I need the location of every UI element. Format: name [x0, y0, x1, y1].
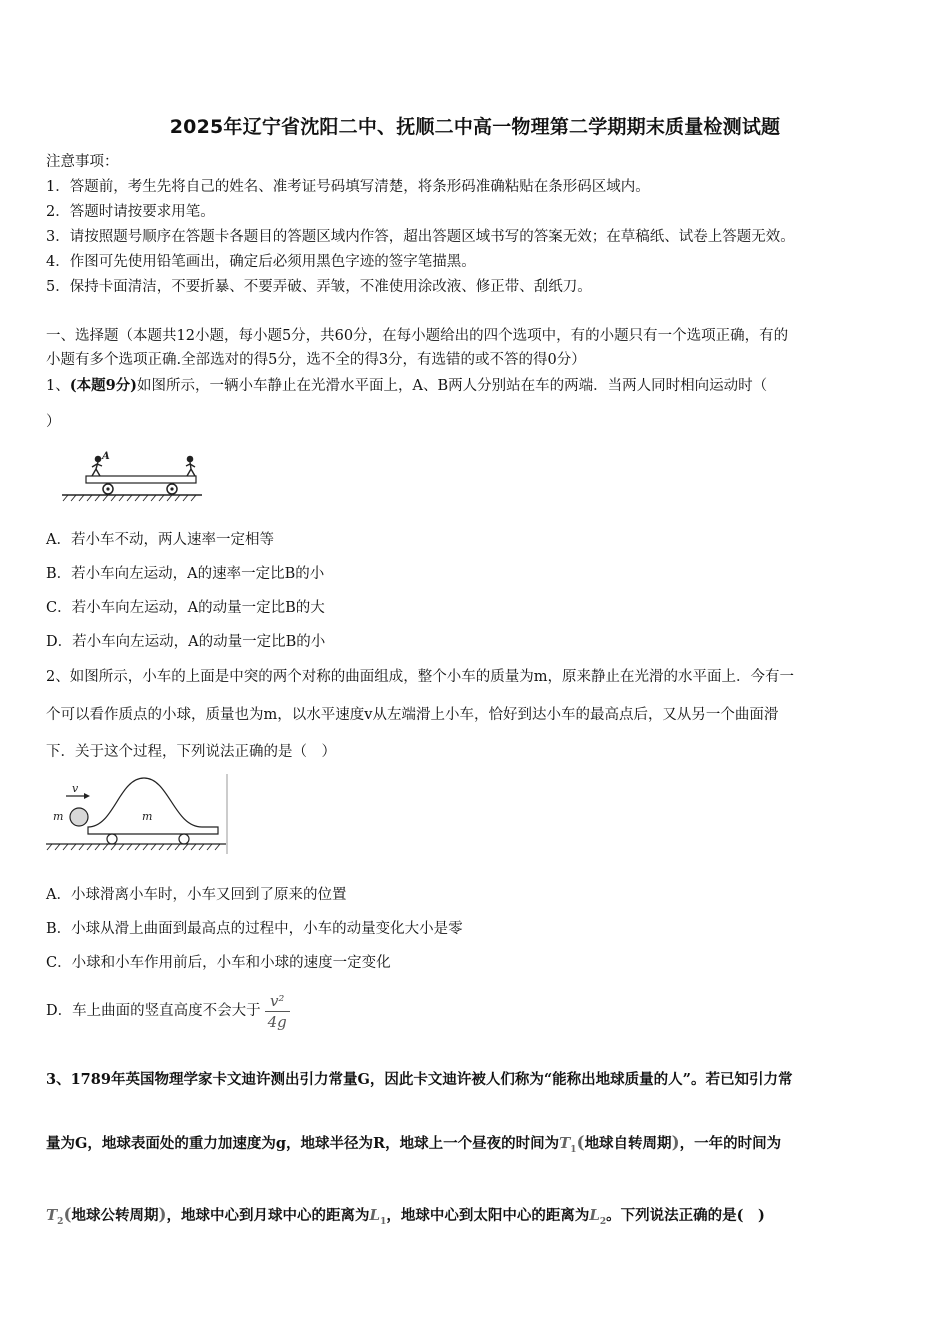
q3-line-3-part-c: ，地球中心到太阳中心的距离为 [386, 1207, 590, 1224]
q2-option-d [46, 990, 290, 1032]
q2-stem-line-2: 个可以看作质点的小球，质量也为m，以水平速度v从左端滑上小车，恰好到达小车的最高点后，又从另一个曲面滑 [46, 707, 779, 723]
notice-item-3: 3．请按照题号顺序在答题卡各题目的答题区域内作答，超出答题区域书写的答案无效；在草稿纸、试卷上答题无效。 [46, 229, 795, 245]
q1-points: (本题9分) [69, 377, 138, 394]
q2-figure-label-cart-m: m [142, 810, 153, 823]
symbol-t2-letter: T [46, 1206, 58, 1224]
symbol-l1 [369, 1206, 387, 1227]
q1-option-b: B．若小车向左运动，A的速率一定比B的小 [46, 566, 325, 582]
symbol-l2-sub: 2 [599, 1217, 607, 1227]
q2-option-d-text: D．车上曲面的竖直高度不会大于 [46, 1003, 261, 1019]
symbol-l2 [589, 1206, 607, 1227]
q2-figure-label-v: v [72, 782, 79, 795]
q1-option-a: A．若小车不动，两人速率一定相等 [46, 532, 274, 548]
q1-number: 1、 [46, 378, 70, 394]
q3-line-3-part-a: 地球公转周期 [71, 1207, 159, 1224]
q1-stem-line-2: ） [46, 414, 61, 430]
q1-stem-text: 如图所示，一辆小车静止在光滑水平面上，A、B两人分别站在车的两端．当两人同时相向运动时（ [137, 378, 768, 394]
q1-option-c: C．若小车向左运动，A的动量一定比B的大 [46, 600, 325, 616]
q2-option-c: C．小球和小车作用前后，小车和小球的速度一定变化 [46, 955, 391, 971]
symbol-t1-letter: T [559, 1134, 571, 1152]
q1-figure-cart [62, 450, 202, 504]
q3-line-2-part-b: 地球自转周期 [584, 1135, 672, 1152]
q2-option-a: A．小球滑离小车时，小车又回到了原来的位置 [46, 887, 347, 903]
symbol-l2-letter: L [589, 1206, 600, 1224]
q2-figure-cart-with-hump [44, 772, 230, 856]
symbol-l1-letter: L [369, 1206, 381, 1224]
q3-line-2-part-a: 量为G，地球表面处的重力加速度为g，地球半径为R，地球上一个昼夜的时间为 [46, 1135, 560, 1152]
fraction-denominator: 4g [267, 1012, 287, 1031]
symbol-t2-sub: 2 [57, 1217, 64, 1227]
q3-line-3-part-b: ，地球中心到月球中心的距离为 [166, 1207, 370, 1224]
symbol-t1 [559, 1134, 577, 1155]
notice-heading: 注意事项： [46, 154, 119, 170]
q2-option-b: B．小球从滑上曲面到最高点的过程中，小车的动量变化大小是零 [46, 921, 463, 937]
symbol-t2 [46, 1206, 64, 1227]
q3-stem-line-3: $T_2$(地球公转周期)，地球中心到月球中心的距离为$L_1$，地球中心到太阳中心的距离为$L_2$。下列说法正确的是( ) [46, 1205, 765, 1227]
section-instructions-line-1: 一、选择题（本题共12小题，每小题5分，共60分，在每小题给出的四个选项中，有的小题只有一个选项正确，有的 [46, 328, 789, 344]
q1-option-d: D．若小车向左运动，A的动量一定比B的小 [46, 634, 326, 650]
q3-line-2-part-c: ，一年的时间为 [679, 1135, 782, 1152]
notice-item-2: 2．答题时请按要求用笔。 [46, 204, 215, 220]
q3-stem-line-1: 3、1789年英国物理学家卡文迪许测出引力常量G，因此卡文迪许被人们称为“能称出地球质量的人”。若已知引力常 [46, 1071, 793, 1088]
person-b-icon [186, 456, 195, 476]
q2-stem-line-3: 下．关于这个过程，下列说法正确的是（ ） [46, 744, 336, 760]
page-title: 2025年辽宁省沈阳二中、抚顺二中高一物理第二学期期末质量检测试题 [169, 116, 781, 138]
fraction-numerator: v² [265, 991, 290, 1012]
symbol-t1-sub: 1 [570, 1145, 577, 1155]
notice-item-4: 4．作图可先使用铅笔画出，确定后必须用黑色字迹的签字笔描黑。 [46, 254, 476, 270]
notice-item-5: 5．保持卡面清洁，不要折暴、不要弄破、弄皱，不准使用涂改液、修正带、刮纸刀。 [46, 279, 592, 295]
notice-item-1: 1．答题前，考生先将自己的姓名、准考证号码填写清楚，将条形码准确粘贴在条形码区域内。 [46, 179, 650, 195]
person-a-icon [92, 456, 102, 476]
q3-stem-line-2: 量为G，地球表面处的重力加速度为g，地球半径为R，地球上一个昼夜的时间为$T_1$(地球自转周期)，一年的时间为 [46, 1133, 782, 1155]
q1-figure-label-a: A [102, 451, 110, 462]
q1-stem-line-1 [46, 376, 767, 396]
q3-line-3-part-d: 。下列说法正确的是( ) [606, 1207, 765, 1224]
q2-figure-label-ball-m: m [53, 810, 64, 823]
q2-stem-line-1: 2、如图所示，小车的上面是中突的两个对称的曲面组成，整个小车的质量为m，原来静止在光滑的水平面上．今有一 [46, 669, 794, 685]
section-instructions-line-2: 小题有多个选项正确.全部选对的得5分，选不全的得3分，有选错的或不答的得0分） [46, 352, 586, 368]
symbol-l1-sub: 1 [380, 1217, 387, 1227]
q2-option-d-fraction [265, 991, 290, 1032]
